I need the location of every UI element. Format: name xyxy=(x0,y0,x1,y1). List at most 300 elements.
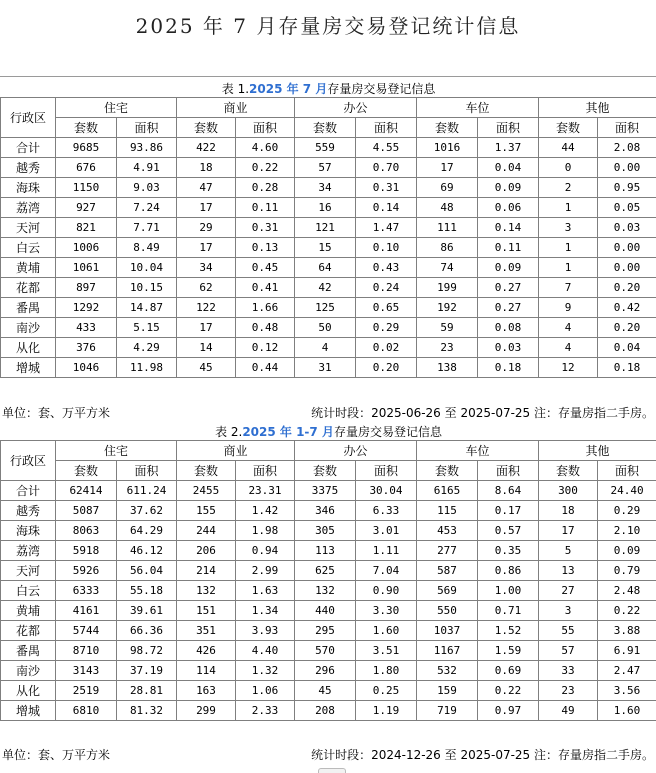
area-cell: 7.04 xyxy=(356,561,417,581)
area-cell: 1.42 xyxy=(236,501,295,521)
region-cell: 番禺 xyxy=(1,641,56,661)
count-cell: 199 xyxy=(417,278,478,298)
commercial-header: 商业 xyxy=(177,441,295,461)
area-cell: 5.15 xyxy=(117,318,177,338)
region-cell: 天河 xyxy=(1,561,56,581)
count-cell: 69 xyxy=(417,178,478,198)
area-cell: 0.29 xyxy=(356,318,417,338)
table-row xyxy=(1,661,656,681)
area-cell: 1.52 xyxy=(478,621,539,641)
count-cell: 57 xyxy=(539,641,598,661)
area-cell: 1.06 xyxy=(236,681,295,701)
count-cell: 62414 xyxy=(56,481,117,501)
count-cell: 23 xyxy=(417,338,478,358)
table-row xyxy=(1,318,656,338)
count-cell: 18 xyxy=(177,158,236,178)
count-cell: 16 xyxy=(295,198,356,218)
region-cell: 越秀 xyxy=(1,501,56,521)
area-header: 面积 xyxy=(236,461,295,481)
area-cell: 2.10 xyxy=(598,521,656,541)
count-cell: 295 xyxy=(295,621,356,641)
area-cell: 46.12 xyxy=(117,541,177,561)
count-cell: 5087 xyxy=(56,501,117,521)
area-cell: 0.42 xyxy=(598,298,656,318)
count-cell: 897 xyxy=(56,278,117,298)
area-cell: 0.05 xyxy=(598,198,656,218)
count-cell: 113 xyxy=(295,541,356,561)
area-cell: 0.48 xyxy=(236,318,295,338)
count-cell: 8063 xyxy=(56,521,117,541)
count-cell: 6165 xyxy=(417,481,478,501)
table2-caption: 表 2.2025 年 1-7 月存量房交易登记信息 xyxy=(1,422,656,441)
area-header: 面积 xyxy=(478,461,539,481)
count-cell: 47 xyxy=(177,178,236,198)
area-cell: 0.44 xyxy=(236,358,295,378)
region-cell: 从化 xyxy=(1,681,56,701)
page-title: 2025 年 7 月存量房交易登记统计信息 xyxy=(135,14,521,38)
count-cell: 3 xyxy=(539,601,598,621)
area-cell: 1.34 xyxy=(236,601,295,621)
count-cell: 422 xyxy=(177,138,236,158)
count-cell: 3375 xyxy=(295,481,356,501)
table-row xyxy=(1,258,656,278)
region-cell: 花都 xyxy=(1,621,56,641)
area-cell: 0.95 xyxy=(598,178,656,198)
count-cell: 74 xyxy=(417,258,478,278)
parking-header: 车位 xyxy=(417,98,539,118)
area-cell: 0.09 xyxy=(598,541,656,561)
region-cell: 黄埔 xyxy=(1,258,56,278)
area-cell: 3.56 xyxy=(598,681,656,701)
area-cell: 81.32 xyxy=(117,701,177,721)
area-cell: 2.48 xyxy=(598,581,656,601)
area-cell: 1.11 xyxy=(356,541,417,561)
count-cell: 1 xyxy=(539,198,598,218)
count-cell: 625 xyxy=(295,561,356,581)
count-cell: 9 xyxy=(539,298,598,318)
count-cell: 17 xyxy=(177,238,236,258)
count-cell: 45 xyxy=(295,681,356,701)
count-cell: 453 xyxy=(417,521,478,541)
count-cell: 1167 xyxy=(417,641,478,661)
count-cell: 4 xyxy=(539,338,598,358)
area-cell: 0.79 xyxy=(598,561,656,581)
region-cell: 增城 xyxy=(1,358,56,378)
table-row xyxy=(1,581,656,601)
area-cell: 64.29 xyxy=(117,521,177,541)
area-cell: 4.55 xyxy=(356,138,417,158)
area-cell: 3.51 xyxy=(356,641,417,661)
count-cell: 1061 xyxy=(56,258,117,278)
count-cell: 7 xyxy=(539,278,598,298)
count-cell: 1150 xyxy=(56,178,117,198)
area-cell: 0.35 xyxy=(478,541,539,561)
area-cell: 0.11 xyxy=(236,198,295,218)
area-cell: 3.88 xyxy=(598,621,656,641)
area-cell: 23.31 xyxy=(236,481,295,501)
count-cell: 23 xyxy=(539,681,598,701)
region-cell: 从化 xyxy=(1,338,56,358)
count-cell: 111 xyxy=(417,218,478,238)
table-row xyxy=(1,218,656,238)
area-cell: 0.22 xyxy=(598,601,656,621)
scroll-handle[interactable] xyxy=(318,768,346,773)
area-cell: 0.14 xyxy=(356,198,417,218)
area-cell: 0.22 xyxy=(478,681,539,701)
area-cell: 1.98 xyxy=(236,521,295,541)
area-cell: 2.99 xyxy=(236,561,295,581)
area-cell: 1.60 xyxy=(598,701,656,721)
count-cell: 17 xyxy=(417,158,478,178)
count-cell: 12 xyxy=(539,358,598,378)
count-cell: 5918 xyxy=(56,541,117,561)
office-header: 办公 xyxy=(295,98,417,118)
count-cell: 214 xyxy=(177,561,236,581)
area-cell: 0.57 xyxy=(478,521,539,541)
table-row xyxy=(1,338,656,358)
count-cell: 55 xyxy=(539,621,598,641)
area-header: 面积 xyxy=(598,118,656,138)
count-cell: 34 xyxy=(177,258,236,278)
table-2025-jan-jul xyxy=(0,422,656,721)
area-header: 面积 xyxy=(117,118,177,138)
count-cell: 49 xyxy=(539,701,598,721)
count-header: 套数 xyxy=(295,461,356,481)
count-cell: 138 xyxy=(417,358,478,378)
area-header: 面积 xyxy=(478,118,539,138)
table1-body xyxy=(1,138,656,378)
area-cell: 0.14 xyxy=(478,218,539,238)
area-cell: 1.66 xyxy=(236,298,295,318)
area-cell: 0.10 xyxy=(356,238,417,258)
count-cell: 114 xyxy=(177,661,236,681)
area-cell: 0.29 xyxy=(598,501,656,521)
area-cell: 3.01 xyxy=(356,521,417,541)
count-cell: 5 xyxy=(539,541,598,561)
area-cell: 4.91 xyxy=(117,158,177,178)
area-cell: 93.86 xyxy=(117,138,177,158)
unit-note: 单位：套、万平方米 xyxy=(2,748,111,762)
area-cell: 37.19 xyxy=(117,661,177,681)
other-header: 其他 xyxy=(539,98,656,118)
area-cell: 0.27 xyxy=(478,278,539,298)
region-cell: 合计 xyxy=(1,138,56,158)
table1-footer xyxy=(0,402,656,420)
area-cell: 6.33 xyxy=(356,501,417,521)
region-header: 行政区 xyxy=(1,441,56,481)
table-row xyxy=(1,521,656,541)
area-header: 面积 xyxy=(598,461,656,481)
count-cell: 587 xyxy=(417,561,478,581)
count-cell: 4161 xyxy=(56,601,117,621)
parking-header: 车位 xyxy=(417,441,539,461)
count-header: 套数 xyxy=(177,461,236,481)
other-header: 其他 xyxy=(539,441,656,461)
area-cell: 0.13 xyxy=(236,238,295,258)
count-cell: 4 xyxy=(295,338,356,358)
count-cell: 2455 xyxy=(177,481,236,501)
area-cell: 9.03 xyxy=(117,178,177,198)
count-cell: 299 xyxy=(177,701,236,721)
count-cell: 676 xyxy=(56,158,117,178)
area-cell: 66.36 xyxy=(117,621,177,641)
table-row xyxy=(1,601,656,621)
area-cell: 2.33 xyxy=(236,701,295,721)
area-cell: 0.00 xyxy=(598,258,656,278)
area-cell: 0.70 xyxy=(356,158,417,178)
count-cell: 29 xyxy=(177,218,236,238)
count-cell: 6333 xyxy=(56,581,117,601)
count-cell: 33 xyxy=(539,661,598,681)
count-cell: 927 xyxy=(56,198,117,218)
table-row xyxy=(1,681,656,701)
table-row xyxy=(1,701,656,721)
area-cell: 8.49 xyxy=(117,238,177,258)
count-cell: 208 xyxy=(295,701,356,721)
area-cell: 0.08 xyxy=(478,318,539,338)
count-cell: 13 xyxy=(539,561,598,581)
period-note: 统计时段：2024-12-26 至 2025-07-25 注：存量房指二手房。 xyxy=(311,748,654,762)
count-cell: 2 xyxy=(539,178,598,198)
area-cell: 0.03 xyxy=(598,218,656,238)
count-header: 套数 xyxy=(539,461,598,481)
area-cell: 0.97 xyxy=(478,701,539,721)
area-cell: 0.41 xyxy=(236,278,295,298)
region-cell: 白云 xyxy=(1,581,56,601)
count-cell: 5744 xyxy=(56,621,117,641)
area-cell: 0.31 xyxy=(236,218,295,238)
count-cell: 151 xyxy=(177,601,236,621)
region-cell: 南沙 xyxy=(1,661,56,681)
area-cell: 3.30 xyxy=(356,601,417,621)
area-cell: 10.04 xyxy=(117,258,177,278)
count-cell: 17 xyxy=(539,521,598,541)
area-cell: 0.09 xyxy=(478,258,539,278)
count-cell: 155 xyxy=(177,501,236,521)
area-cell: 0.06 xyxy=(478,198,539,218)
count-cell: 159 xyxy=(417,681,478,701)
area-cell: 0.11 xyxy=(478,238,539,258)
area-cell: 14.87 xyxy=(117,298,177,318)
residential-header: 住宅 xyxy=(56,98,177,118)
region-cell: 越秀 xyxy=(1,158,56,178)
count-cell: 440 xyxy=(295,601,356,621)
count-cell: 346 xyxy=(295,501,356,521)
area-cell: 1.80 xyxy=(356,661,417,681)
area-cell: 24.40 xyxy=(598,481,656,501)
area-cell: 1.37 xyxy=(478,138,539,158)
count-header: 套数 xyxy=(417,461,478,481)
area-cell: 2.08 xyxy=(598,138,656,158)
count-cell: 44 xyxy=(539,138,598,158)
area-cell: 0.20 xyxy=(598,278,656,298)
table-row xyxy=(1,641,656,661)
area-cell: 0.18 xyxy=(598,358,656,378)
table1-caption: 表 1.2025 年 7 月存量房交易登记信息 xyxy=(1,79,656,98)
area-cell: 10.15 xyxy=(117,278,177,298)
count-cell: 277 xyxy=(417,541,478,561)
area-cell: 0.17 xyxy=(478,501,539,521)
region-cell: 番禺 xyxy=(1,298,56,318)
table-row xyxy=(1,238,656,258)
area-cell: 1.47 xyxy=(356,218,417,238)
count-cell: 719 xyxy=(417,701,478,721)
count-cell: 5926 xyxy=(56,561,117,581)
count-cell: 4 xyxy=(539,318,598,338)
count-cell: 59 xyxy=(417,318,478,338)
region-cell: 南沙 xyxy=(1,318,56,338)
area-cell: 1.32 xyxy=(236,661,295,681)
region-header: 行政区 xyxy=(1,98,56,138)
count-cell: 34 xyxy=(295,178,356,198)
count-cell: 1016 xyxy=(417,138,478,158)
table-row xyxy=(1,561,656,581)
area-cell: 37.62 xyxy=(117,501,177,521)
area-cell: 0.71 xyxy=(478,601,539,621)
area-cell: 55.18 xyxy=(117,581,177,601)
count-cell: 426 xyxy=(177,641,236,661)
table2-body xyxy=(1,481,656,721)
count-cell: 9685 xyxy=(56,138,117,158)
area-cell: 611.24 xyxy=(117,481,177,501)
count-cell: 45 xyxy=(177,358,236,378)
area-cell: 0.43 xyxy=(356,258,417,278)
area-cell: 0.27 xyxy=(478,298,539,318)
area-cell: 0.28 xyxy=(236,178,295,198)
region-cell: 黄埔 xyxy=(1,601,56,621)
area-cell: 0.02 xyxy=(356,338,417,358)
count-cell: 532 xyxy=(417,661,478,681)
count-cell: 121 xyxy=(295,218,356,238)
area-cell: 4.60 xyxy=(236,138,295,158)
table-row xyxy=(1,481,656,501)
count-cell: 132 xyxy=(177,581,236,601)
residential-header: 住宅 xyxy=(56,441,177,461)
table2-footer xyxy=(0,744,656,762)
count-cell: 1046 xyxy=(56,358,117,378)
count-cell: 64 xyxy=(295,258,356,278)
area-cell: 0.25 xyxy=(356,681,417,701)
title-divider xyxy=(0,76,656,77)
table-row xyxy=(1,358,656,378)
area-cell: 4.29 xyxy=(117,338,177,358)
count-cell: 18 xyxy=(539,501,598,521)
area-cell: 28.81 xyxy=(117,681,177,701)
area-cell: 3.93 xyxy=(236,621,295,641)
count-cell: 125 xyxy=(295,298,356,318)
count-cell: 569 xyxy=(417,581,478,601)
area-cell: 7.71 xyxy=(117,218,177,238)
count-header: 套数 xyxy=(539,118,598,138)
area-cell: 0.90 xyxy=(356,581,417,601)
table-row xyxy=(1,158,656,178)
count-cell: 6810 xyxy=(56,701,117,721)
count-header: 套数 xyxy=(177,118,236,138)
count-cell: 31 xyxy=(295,358,356,378)
count-cell: 17 xyxy=(177,198,236,218)
count-cell: 559 xyxy=(295,138,356,158)
area-cell: 0.04 xyxy=(478,158,539,178)
count-cell: 1006 xyxy=(56,238,117,258)
region-cell: 增城 xyxy=(1,701,56,721)
count-cell: 244 xyxy=(177,521,236,541)
table-row xyxy=(1,138,656,158)
area-cell: 0.09 xyxy=(478,178,539,198)
area-cell: 0.12 xyxy=(236,338,295,358)
area-cell: 1.59 xyxy=(478,641,539,661)
area-cell: 56.04 xyxy=(117,561,177,581)
count-cell: 2519 xyxy=(56,681,117,701)
table-row xyxy=(1,501,656,521)
region-cell: 花都 xyxy=(1,278,56,298)
count-cell: 1 xyxy=(539,258,598,278)
table-row xyxy=(1,198,656,218)
count-cell: 27 xyxy=(539,581,598,601)
count-cell: 550 xyxy=(417,601,478,621)
count-cell: 570 xyxy=(295,641,356,661)
area-cell: 4.40 xyxy=(236,641,295,661)
area-cell: 0.31 xyxy=(356,178,417,198)
area-cell: 0.04 xyxy=(598,338,656,358)
count-cell: 296 xyxy=(295,661,356,681)
count-cell: 821 xyxy=(56,218,117,238)
area-cell: 0.24 xyxy=(356,278,417,298)
count-cell: 14 xyxy=(177,338,236,358)
count-cell: 8710 xyxy=(56,641,117,661)
area-cell: 0.18 xyxy=(478,358,539,378)
region-cell: 合计 xyxy=(1,481,56,501)
count-cell: 1 xyxy=(539,238,598,258)
commercial-header: 商业 xyxy=(177,98,295,118)
table-2025-july xyxy=(0,79,656,378)
count-cell: 132 xyxy=(295,581,356,601)
area-cell: 0.20 xyxy=(598,318,656,338)
area-cell: 0.86 xyxy=(478,561,539,581)
region-cell: 海珠 xyxy=(1,521,56,541)
area-cell: 0.45 xyxy=(236,258,295,278)
area-cell: 39.61 xyxy=(117,601,177,621)
unit-note: 单位：套、万平方米 xyxy=(2,406,111,420)
period-note: 统计时段：2025-06-26 至 2025-07-25 注：存量房指二手房。 xyxy=(311,406,654,420)
area-cell: 0.00 xyxy=(598,238,656,258)
count-cell: 305 xyxy=(295,521,356,541)
count-cell: 3 xyxy=(539,218,598,238)
count-header: 套数 xyxy=(56,461,117,481)
count-cell: 433 xyxy=(56,318,117,338)
area-header: 面积 xyxy=(117,461,177,481)
count-cell: 48 xyxy=(417,198,478,218)
count-cell: 42 xyxy=(295,278,356,298)
count-cell: 300 xyxy=(539,481,598,501)
count-cell: 163 xyxy=(177,681,236,701)
count-cell: 0 xyxy=(539,158,598,178)
region-cell: 荔湾 xyxy=(1,541,56,561)
count-cell: 1292 xyxy=(56,298,117,318)
area-cell: 0.69 xyxy=(478,661,539,681)
area-header: 面积 xyxy=(356,461,417,481)
area-cell: 2.47 xyxy=(598,661,656,681)
area-cell: 0.94 xyxy=(236,541,295,561)
count-header: 套数 xyxy=(417,118,478,138)
table-row xyxy=(1,541,656,561)
table-row xyxy=(1,621,656,641)
area-cell: 1.19 xyxy=(356,701,417,721)
count-cell: 351 xyxy=(177,621,236,641)
area-cell: 11.98 xyxy=(117,358,177,378)
area-cell: 8.64 xyxy=(478,481,539,501)
count-cell: 192 xyxy=(417,298,478,318)
count-cell: 57 xyxy=(295,158,356,178)
